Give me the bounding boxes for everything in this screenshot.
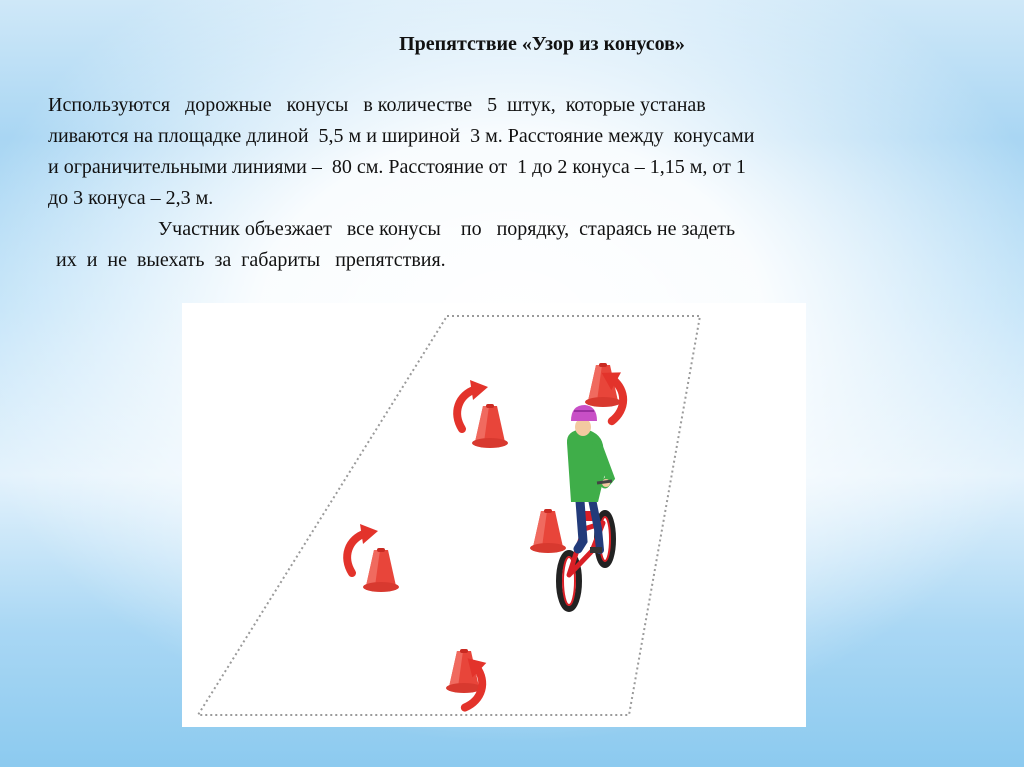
traffic-cone-icon xyxy=(472,404,508,448)
description-paragraph xyxy=(48,90,960,214)
paragraph-line: Используются дорожные конусы в количестве 5 штук, которые устанав xyxy=(48,94,706,116)
obstacle-diagram-svg xyxy=(182,303,806,727)
field-boundary xyxy=(198,316,700,715)
paragraph-line: Участник объезжает все конусы по порядку, стараясь не задеть xyxy=(158,218,736,240)
slide-title: Препятствие «Узор из конусов» xyxy=(399,33,685,55)
obstacle-diagram xyxy=(182,303,806,727)
traffic-cone-icon xyxy=(363,548,399,592)
paragraph-line: ливаются на площадке длиной 5,5 м и шириной 3 м. Расстояние между конусами xyxy=(48,125,755,147)
traffic-cone-icon xyxy=(530,509,566,553)
paragraph-line: до 3 конуса – 2,3 м. xyxy=(48,187,214,209)
rules-paragraph xyxy=(48,214,960,276)
paragraph-line: их и не выехать за габариты препятствия. xyxy=(56,249,446,271)
paragraph-line: и ограничительными линиями – 80 см. Расстояние от 1 до 2 конуса – 1,15 м, от 1 xyxy=(48,156,746,178)
cyclist-icon xyxy=(559,405,613,609)
